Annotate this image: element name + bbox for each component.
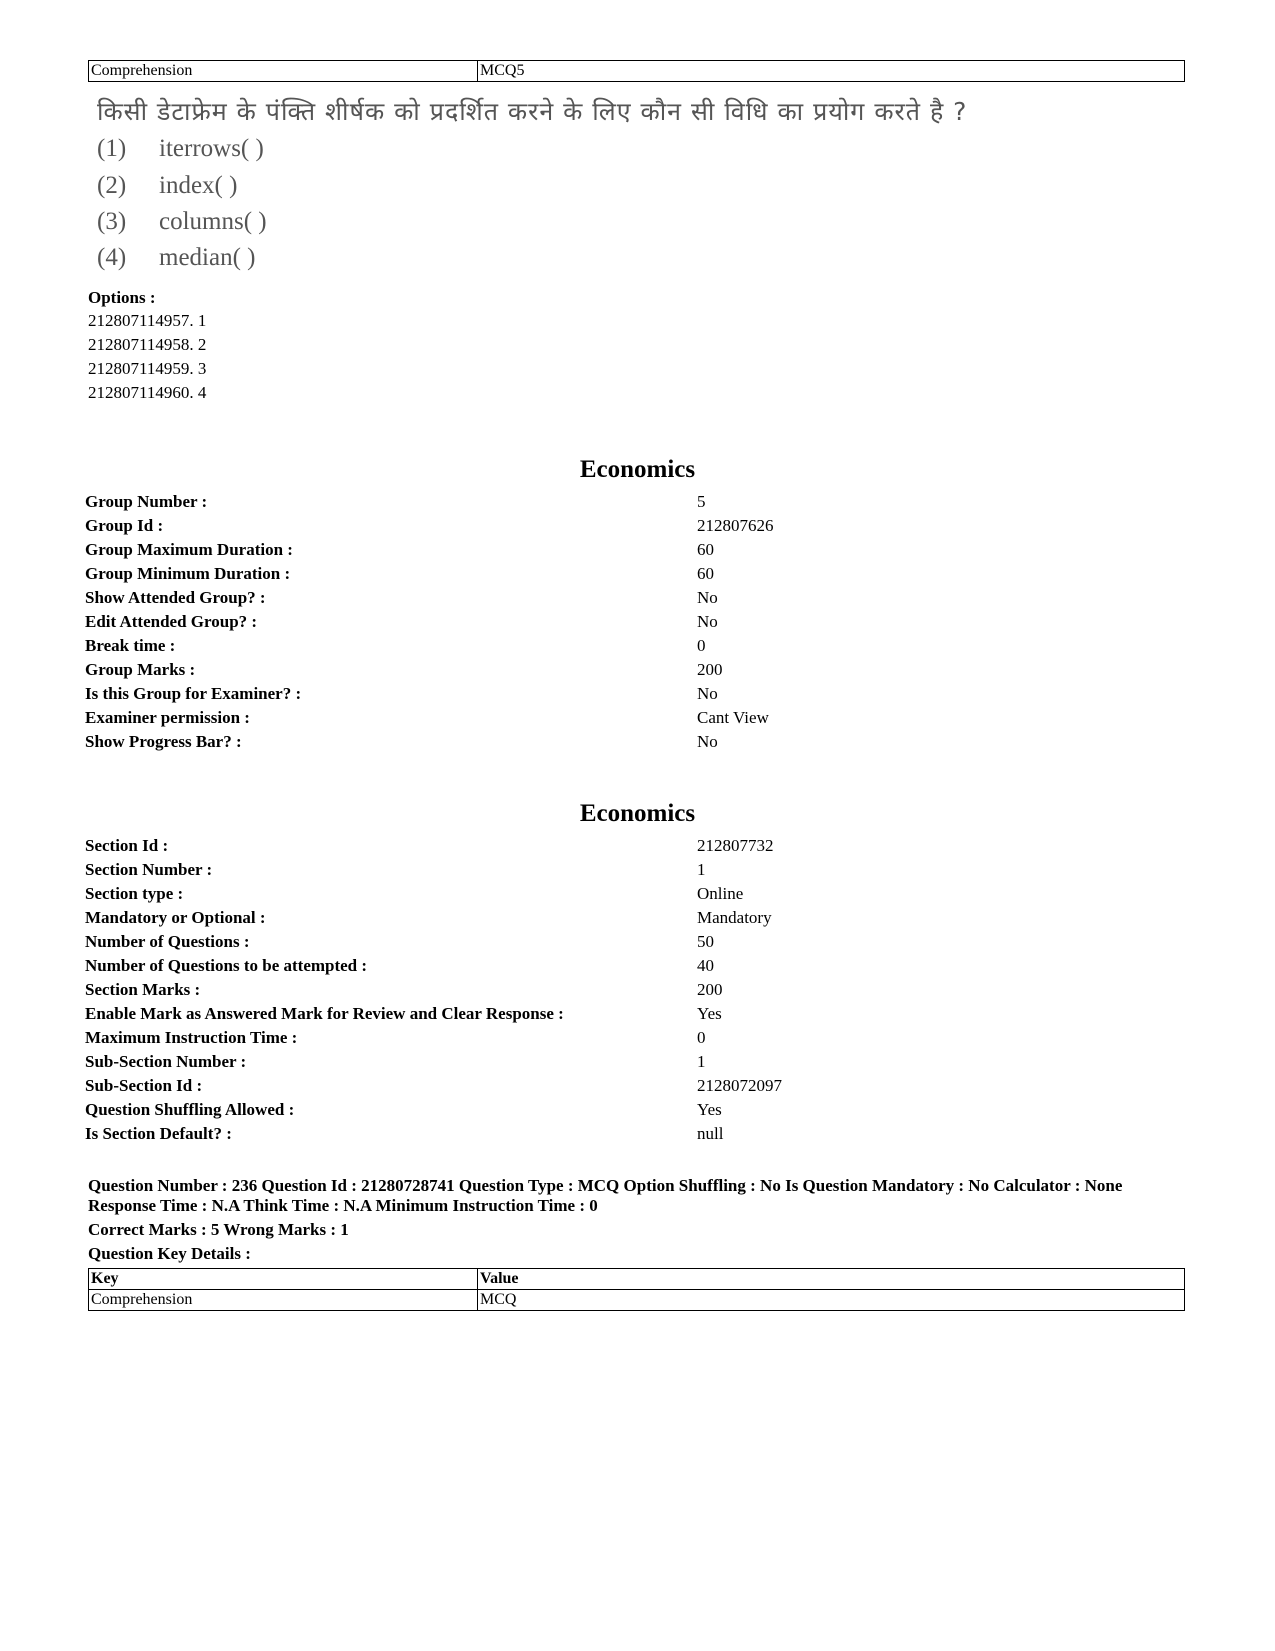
group-row-label: Break time : <box>85 636 176 655</box>
choice-number: (1) <box>97 135 127 162</box>
section-row-label: Section Marks : <box>85 980 201 999</box>
group-row-value: No <box>697 684 718 703</box>
group-row-label: Group Number : <box>85 492 208 511</box>
section-row-value: 212807732 <box>697 836 774 855</box>
section-row-value: 50 <box>697 932 714 951</box>
table-cell: Comprehension <box>89 61 478 82</box>
question-meta-line: Response Time : N.A Think Time : N.A Minimum Instruction Time : 0 <box>88 1196 598 1215</box>
table-row <box>89 61 1185 82</box>
section-row-label: Number of Questions : <box>85 932 250 951</box>
section-row-label: Sub-Section Id : <box>85 1076 203 1095</box>
section-row-label: Enable Mark as Answered Mark for Review and Clear Response : <box>85 1004 564 1023</box>
comprehension-table <box>88 60 1185 82</box>
table-row <box>89 1290 1185 1311</box>
option-id: 212807114959. 3 <box>88 359 207 378</box>
marks-line: Correct Marks : 5 Wrong Marks : 1 <box>88 1220 349 1239</box>
option-id: 212807114960. 4 <box>88 383 207 402</box>
group-row-value: 5 <box>697 492 706 511</box>
group-row-label: Group Maximum Duration : <box>85 540 293 559</box>
table-cell: Comprehension <box>89 1290 478 1311</box>
group-row-label: Group Id : <box>85 516 164 535</box>
choice-text: median( ) <box>159 244 256 271</box>
group-row-label: Show Progress Bar? : <box>85 732 242 751</box>
table-cell: MCQ5 <box>478 61 1185 82</box>
table-cell: MCQ <box>478 1290 1185 1311</box>
choice-number: (3) <box>97 208 127 235</box>
key-table <box>88 1268 1185 1311</box>
group-row-value: 212807626 <box>697 516 774 535</box>
choice-text: iterrows( ) <box>159 135 264 162</box>
choice-text: index( ) <box>159 172 238 199</box>
group-row-label: Group Minimum Duration : <box>85 564 291 583</box>
section-row-label: Section type : <box>85 884 184 903</box>
section-row-value: Mandatory <box>697 908 772 927</box>
choice-item <box>97 172 237 200</box>
key-details-label: Question Key Details : <box>88 1244 251 1263</box>
question-meta-line: Question Number : 236 Question Id : 21280728741 Question Type : MCQ Option Shuffling : No Is Question Mandatory : No Calculator : None <box>88 1176 1123 1195</box>
choice-item <box>97 244 255 272</box>
section-row-value: Online <box>697 884 744 903</box>
group-row-label: Edit Attended Group? : <box>85 612 258 631</box>
group-row-value: No <box>697 588 718 607</box>
section-row-value: 2128072097 <box>697 1076 782 1095</box>
section-row-label: Sub-Section Number : <box>85 1052 247 1071</box>
choice-number: (2) <box>97 172 127 199</box>
section-row-value: 200 <box>697 980 723 999</box>
group-row-value: 60 <box>697 564 714 583</box>
option-id: 212807114957. 1 <box>88 311 207 330</box>
choice-item <box>97 208 267 236</box>
section-row-label: Is Section Default? : <box>85 1124 232 1143</box>
group-row-value: No <box>697 732 718 751</box>
group-row-label: Group Marks : <box>85 660 196 679</box>
choice-number: (4) <box>97 244 127 271</box>
group-row-value: 200 <box>697 660 723 679</box>
section-row-value: 0 <box>697 1028 706 1047</box>
option-id: 212807114958. 2 <box>88 335 207 354</box>
section-row-label: Number of Questions to be attempted : <box>85 956 368 975</box>
table-header-cell: Key <box>89 1269 478 1290</box>
section-row-label: Maximum Instruction Time : <box>85 1028 298 1047</box>
section-heading: Economics <box>579 800 696 827</box>
section-row-value: 1 <box>697 1052 706 1071</box>
group-row-value: No <box>697 612 718 631</box>
options-label: Options : <box>88 288 156 307</box>
group-row-value: 0 <box>697 636 706 655</box>
section-row-value: Yes <box>697 1100 722 1119</box>
section-row-value: Yes <box>697 1004 722 1023</box>
question-text: किसी डेटाफ्रेम के पंक्ति शीर्षक को प्रदर्शित करने के लिए कौन सी विधि का प्रयोग करते है ? <box>97 97 968 126</box>
choice-text: columns( ) <box>159 208 267 235</box>
section-row-value: 40 <box>697 956 714 975</box>
section-row-label: Section Id : <box>85 836 169 855</box>
choice-item <box>97 135 264 163</box>
section-row-label: Question Shuffling Allowed : <box>85 1100 295 1119</box>
section-row-label: Mandatory or Optional : <box>85 908 266 927</box>
table-header-cell: Value <box>478 1269 1185 1290</box>
group-row-label: Show Attended Group? : <box>85 588 266 607</box>
table-header-row <box>89 1269 1185 1290</box>
section-row-value: 1 <box>697 860 706 879</box>
section-row-label: Section Number : <box>85 860 213 879</box>
section-row-value: null <box>697 1124 724 1143</box>
group-heading: Economics <box>579 456 696 483</box>
group-row-label: Examiner permission : <box>85 708 250 727</box>
group-row-value: 60 <box>697 540 714 559</box>
group-row-label: Is this Group for Examiner? : <box>85 684 302 703</box>
group-row-value: Cant View <box>697 708 769 727</box>
